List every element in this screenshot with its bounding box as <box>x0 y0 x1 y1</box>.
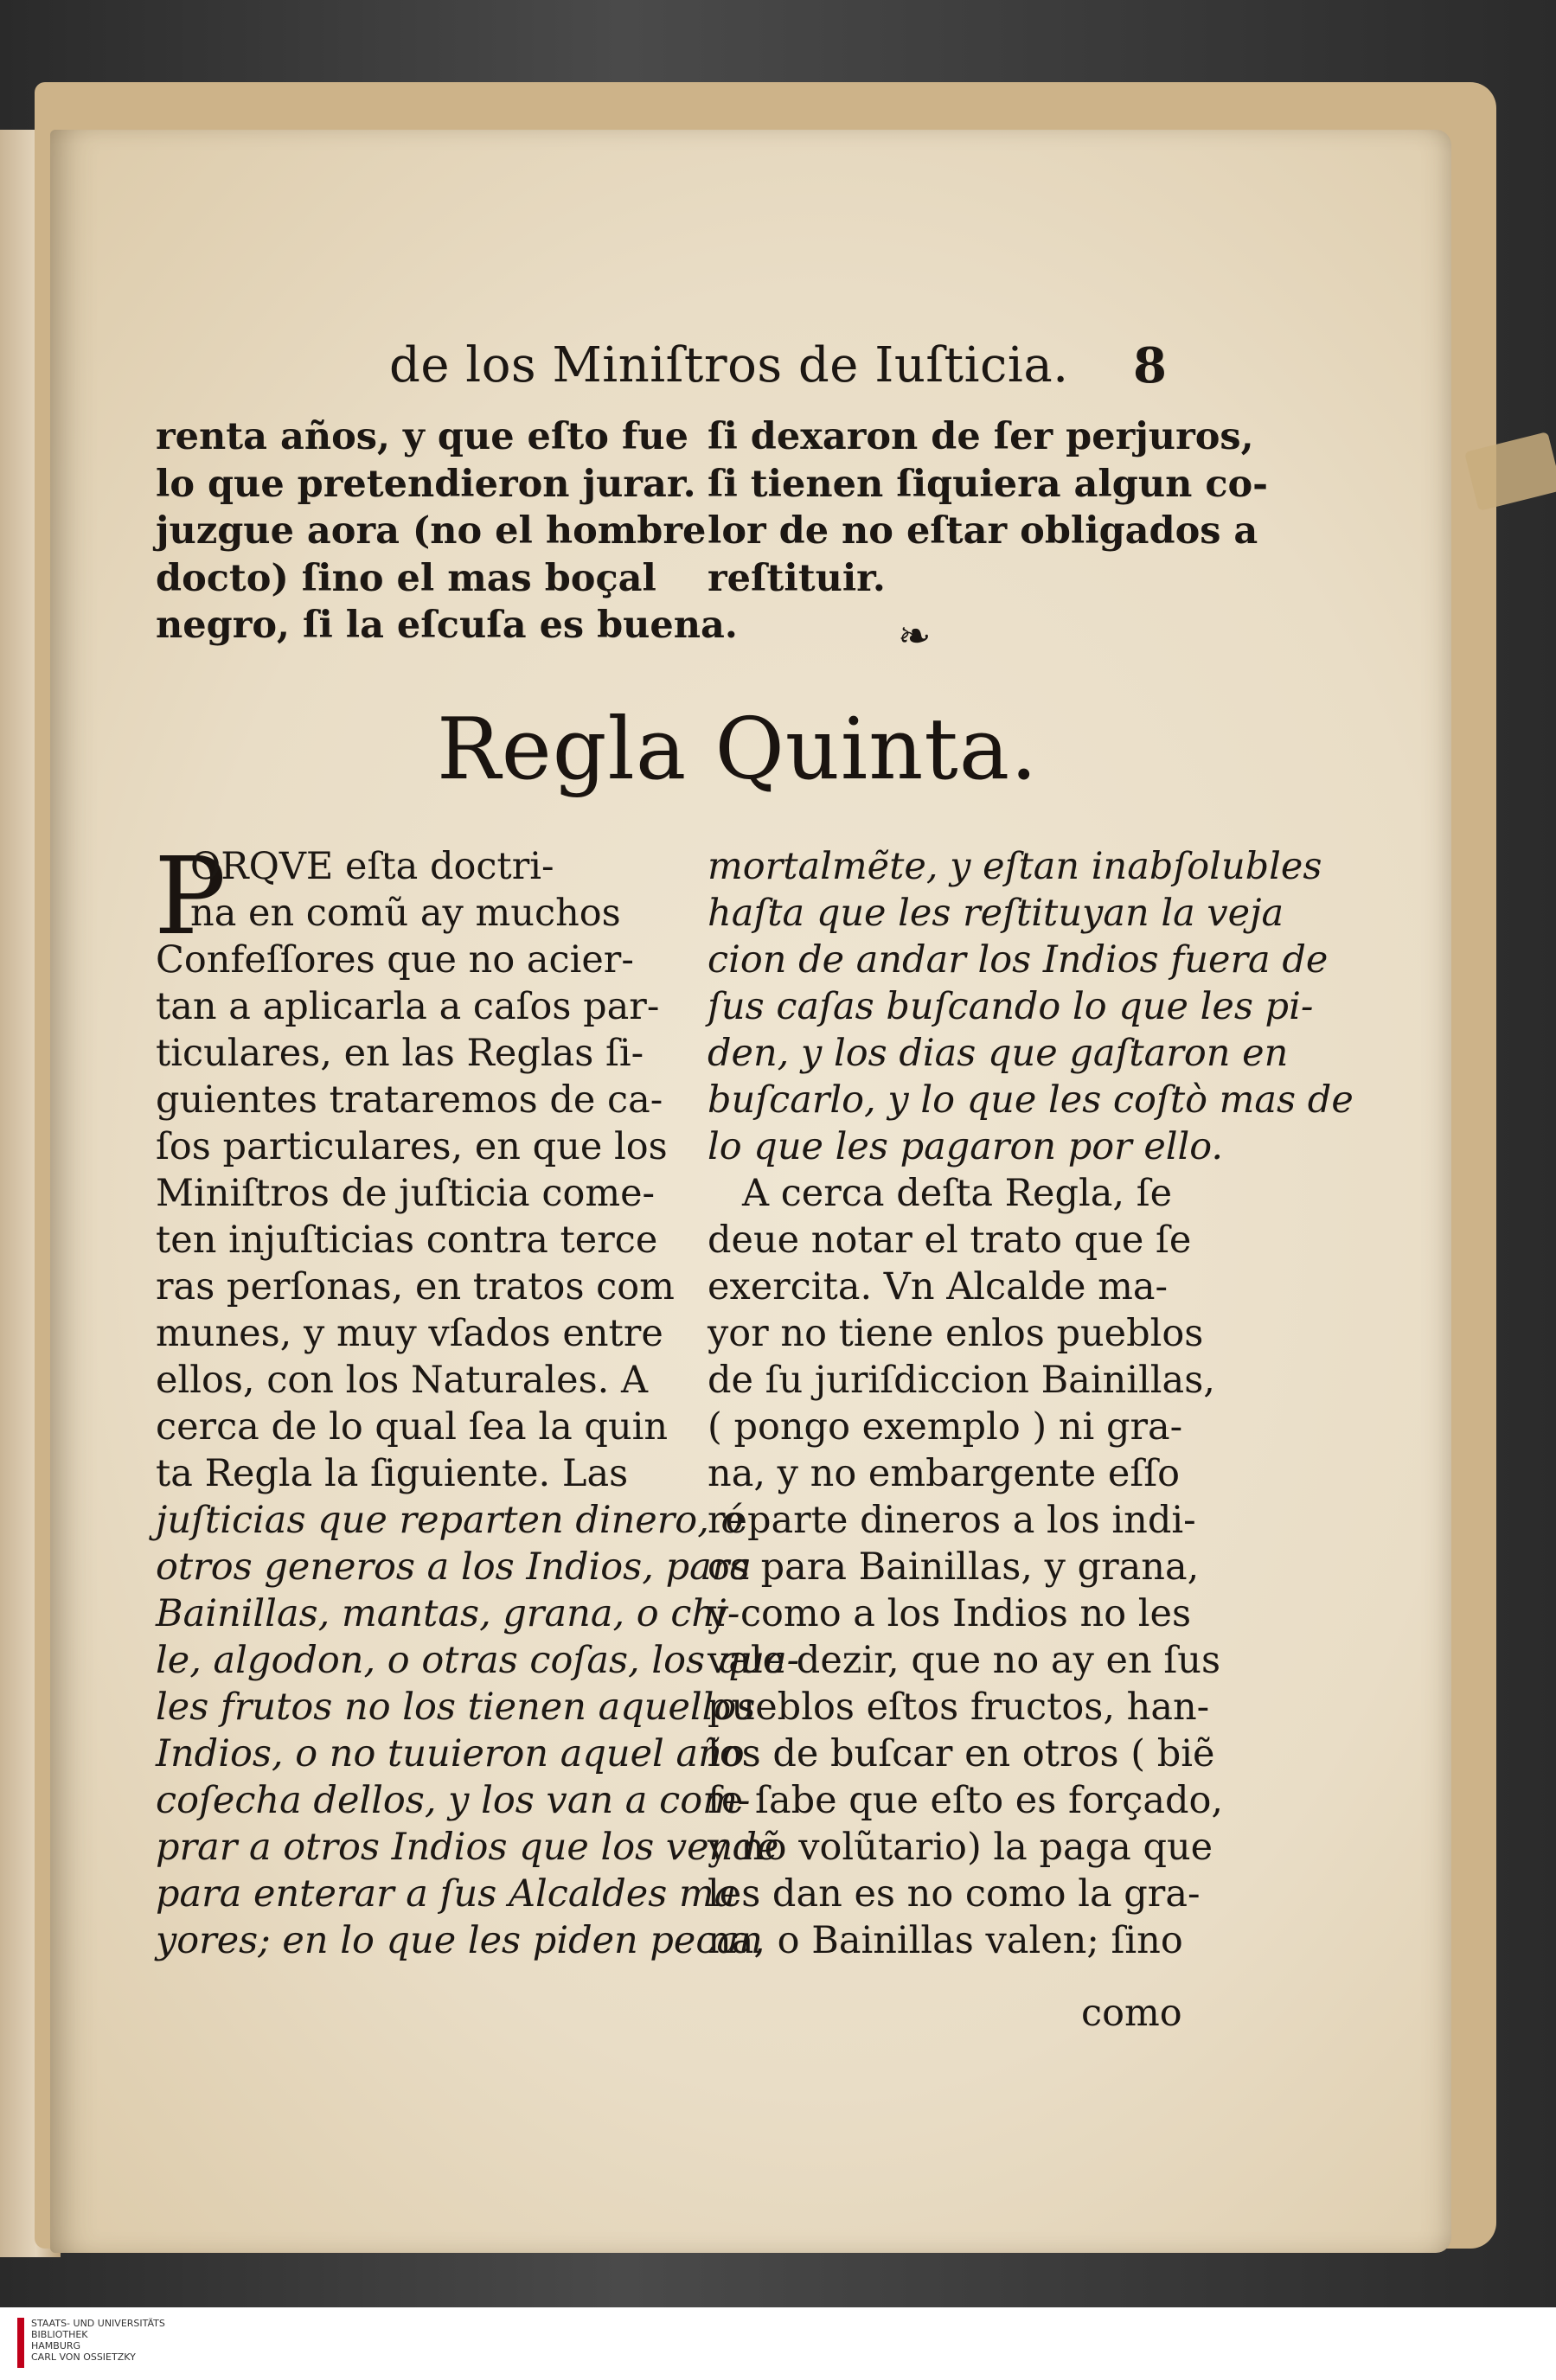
text-line: cion de andar los Indios fuera de <box>708 938 1329 982</box>
text-line: ellos, con los Naturales. A <box>156 1359 649 1402</box>
logo-line: HAMBURG <box>31 2340 81 2351</box>
text-line: reſtituir. <box>708 556 886 600</box>
text-line: juſticias que reparten dinero, ó <box>156 1499 744 1542</box>
text-line: yor no tiene enlos pueblos <box>708 1312 1204 1355</box>
text-line: y no volũtario) la paga que <box>708 1826 1213 1869</box>
top-left-column <box>156 413 738 649</box>
library-logo-icon <box>17 2318 24 2368</box>
text-line: los de buſcar en otros ( biẽ <box>708 1732 1215 1775</box>
top-right-column <box>708 413 1268 602</box>
logo-line: BIBLIOTHEK <box>31 2329 88 2340</box>
text-line: les frutos no los tienen aquellos <box>156 1686 756 1729</box>
text-line: juzgue aora (no el hombre <box>156 509 707 553</box>
text-line: les dan es no como la gra- <box>708 1872 1201 1916</box>
section-title: Regla Quinta. <box>437 701 1039 799</box>
library-footer <box>0 2307 1556 2380</box>
text-line: Indios, o no tuuieron aquel año <box>156 1732 745 1775</box>
text-line: A cerca deſta Regla, ſe <box>742 1172 1173 1215</box>
catchword: como <box>1081 1992 1182 2035</box>
text-line: lo que les pagaron por ello. <box>708 1125 1224 1168</box>
text-line: ORQVE eſta doctri- <box>190 845 554 888</box>
text-line: ſe ſabe que eſto es forçado, <box>708 1779 1224 1822</box>
text-line: haſta que les reſtituyan la veja <box>708 892 1284 935</box>
text-line: na, y no embargente eſſo <box>708 1452 1181 1495</box>
text-line: Confeſſores que no acier- <box>156 938 634 982</box>
text-line: ten injuſticias contra terce <box>156 1219 658 1262</box>
text-line: de ſu juriſdiccion Bainillas, <box>708 1359 1215 1402</box>
logo-line: CARL VON OSSIETZKY <box>31 2351 136 2363</box>
text-line: le, algodon, o otras coſas, los qua- <box>156 1639 800 1682</box>
right-column <box>708 843 1354 1964</box>
text-line: negro, ſi la eſcuſa es buena. <box>156 604 738 647</box>
library-logo-text <box>31 2318 165 2363</box>
text-line: vale dezir, que no ay en ſus <box>708 1639 1221 1682</box>
text-line: ſi dexaron de ſer perjuros, <box>708 415 1254 458</box>
text-line: den, y los dias que gaſtaron en <box>708 1032 1289 1075</box>
text-line: na en comũ ay muchos <box>190 892 621 935</box>
text-line: ſi tienen ſiquiera algun co- <box>708 462 1269 506</box>
text-line: buſcarlo, y lo que les coſtò mas de <box>708 1078 1354 1122</box>
text-line: ſus caſas buſcando lo que les pi- <box>708 985 1314 1028</box>
text-line: coſecha dellos, y los van a com- <box>156 1779 751 1822</box>
text-line: Bainillas, mantas, grana, o chi- <box>156 1592 740 1635</box>
text-line: prar a otros Indios que los vendẽ <box>156 1826 779 1869</box>
logo-line: STAATS- UND UNIVERSITÄTS <box>31 2318 165 2329</box>
text-line: lo que pretendieron jurar. <box>156 462 696 506</box>
text-line: tan a aplicarla a caſos par- <box>156 985 660 1028</box>
text-line: ras perſonas, en tratos com <box>156 1265 675 1308</box>
text-line: mortalmẽte, y eſtan inabſolubles <box>708 845 1322 888</box>
text-line: ſos particulares, en que los <box>156 1125 668 1168</box>
text-line: pueblos eſtos fructos, han- <box>708 1686 1210 1729</box>
text-line: na, o Bainillas valen; ſino <box>708 1919 1183 1962</box>
text-line: yores; en lo que les piden pecan <box>156 1919 763 1962</box>
drop-cap: P <box>154 835 227 959</box>
text-line: otros generos a los Indios, para <box>156 1545 752 1589</box>
page-number: 8 <box>1133 337 1167 394</box>
text-line: guientes trataremos de ca- <box>156 1078 663 1122</box>
left-column <box>154 835 800 1964</box>
text-line: ticulares, en las Reglas ſi- <box>156 1032 644 1075</box>
text-line: os para Bainillas, y grana, <box>708 1545 1200 1589</box>
text-line: reparte dineros a los indi- <box>708 1499 1196 1542</box>
text-line: docto) ſino el mas boçal <box>156 556 656 600</box>
text-line: munes, y muy vſados entre <box>156 1312 663 1355</box>
text-line: Miniſtros de juſticia come- <box>156 1172 656 1215</box>
text-line: para enterar a ſus Alcaldes ma <box>156 1872 737 1916</box>
text-line: deue notar el trato que ſe <box>708 1219 1192 1262</box>
text-line: lor de no eſtar obligados a <box>708 509 1258 553</box>
text-line: ( pongo exemplo ) ni gra- <box>708 1405 1183 1449</box>
text-line: ta Regla la ſiguiente. Las <box>156 1452 629 1495</box>
text-line: y como a los Indios no les <box>708 1592 1192 1635</box>
text-line: exercita. Vn Alcalde ma- <box>708 1265 1169 1308</box>
text-line: renta años, y que eſto fue <box>156 415 689 458</box>
text-line: cerca de lo qual ſea la quin <box>156 1405 669 1449</box>
fleuron-ornament: ❧ <box>898 612 932 659</box>
running-title: de los Miniſtros de Iuſticia. <box>389 337 1069 393</box>
